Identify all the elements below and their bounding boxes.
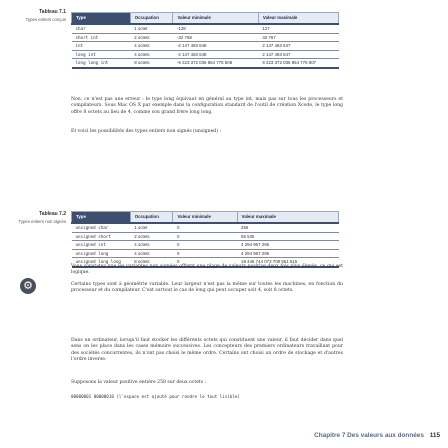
table-cell: 32 767 <box>258 33 338 42</box>
table-2-caption <box>8 212 66 224</box>
table-cell: 127 <box>258 24 338 33</box>
paragraph: Et voici les possibilités des types entiers non signés (unsigned) : <box>71 129 222 134</box>
table-cell: 8 octets <box>130 59 173 68</box>
table-row <box>72 50 339 59</box>
table-cell: unsigned int <box>72 241 131 250</box>
footer-chapter-title: Chapitre 7 Des valeurs aux données <box>314 432 424 439</box>
table-cell: 4 octets <box>130 42 173 51</box>
table-cell: unsigned short <box>72 232 131 241</box>
column-header: Valeur minimale <box>173 212 237 224</box>
table-cell: 2 octets <box>130 33 173 42</box>
table-cell: -32 768 <box>173 33 258 42</box>
page-footer <box>300 430 440 442</box>
table-cell: long int <box>72 50 131 59</box>
footer-page-number: 115 <box>429 432 440 439</box>
table-cell: 65 535 <box>237 232 338 241</box>
table-2-title: Types entiers non signés <box>18 218 66 224</box>
table-1 <box>71 12 339 69</box>
code-line: 00000001 00000010 (l'espace est ajouté pour rendre le tout lisible) <box>71 394 240 399</box>
table-cell: unsigned long long <box>72 258 131 267</box>
paragraph: Vous constatez que les variantes non signées offrent une plage de valeurs positive deux fois plus élevée, ce qui est logique. <box>71 264 343 276</box>
table-cell: 18 446 744 073 709 551 615 <box>237 258 338 267</box>
paragraph: Dans un ordinateur, lorsqu'il faut stocker les différents octets qui constituent une valeur, il faut décider dans quel sens on les place dans les cases mémoire successives. Les concepteurs des premiers ordinateurs travaillant pour des sociétés concurrentes, ils n'ont pas choisi le même ordre. Certains ont choisi un ordre de stockage et d'autres l'ordre inverse. <box>71 338 343 362</box>
table-row <box>72 223 339 232</box>
table-cell: 0 <box>173 223 237 232</box>
table-cell: 1 octet <box>130 24 173 33</box>
table-cell: -9 223 372 036 854 775 808 <box>173 59 258 68</box>
table-1-title: Types entiers conçus <box>25 16 66 22</box>
table-cell: short int <box>72 33 131 42</box>
column-header: Type <box>72 212 131 224</box>
table-row <box>72 42 339 51</box>
table-row <box>72 241 339 250</box>
note-paragraph: Certains types sont à géométrie variable. Leur largeur n'est pas la même sur toutes les machines, en fonction du processeur et du compilateur. C'est surtout le cas de long qui peut occuper soit 4, soit 8 octets. <box>71 282 343 294</box>
table-cell: 0 <box>173 249 237 258</box>
table-cell: 2 147 483 647 <box>258 42 338 51</box>
column-header: Valeur maximale <box>237 212 338 224</box>
table-cell: 2 octets <box>130 232 173 241</box>
column-header: Occupation <box>130 212 173 224</box>
table-1-number: Tableau 7.1 <box>39 9 66 15</box>
table-cell: 255 <box>237 223 338 232</box>
table-cell: -2 147 483 648 <box>173 50 258 59</box>
table-cell: unsigned char <box>72 223 131 232</box>
table-cell: 4 octets <box>130 50 173 59</box>
table-cell: 2 147 483 647 <box>258 50 338 59</box>
table-cell: unsigned long <box>72 249 131 258</box>
note-icon: ⚙ <box>20 278 36 294</box>
table-cell: 0 <box>173 258 237 267</box>
table-cell: 4 294 967 295 <box>237 241 338 250</box>
table-cell: 1 octet <box>130 223 173 232</box>
table-cell: -2 147 483 648 <box>173 42 258 51</box>
table-cell: 0 <box>173 241 237 250</box>
column-header: Type <box>72 13 131 25</box>
table-row <box>72 24 339 33</box>
table-cell: 8 octets <box>130 258 173 267</box>
table-row <box>72 232 339 241</box>
table-cell: -128 <box>173 24 258 33</box>
table-cell: 4 294 967 295 <box>237 249 338 258</box>
table-2-header-row <box>72 212 339 224</box>
table-1-caption <box>8 10 66 22</box>
table-2-number: Tableau 7.2 <box>39 211 66 217</box>
table-cell: long long int <box>72 59 131 68</box>
column-header: Valeur maximale <box>258 13 338 25</box>
table-cell: int <box>72 42 131 51</box>
table-cell: 9 223 372 036 854 775 807 <box>258 59 338 68</box>
table-cell: 4 octets <box>130 241 173 250</box>
table-cell: 0 <box>173 232 237 241</box>
column-header: Valeur minimale <box>173 13 258 25</box>
column-header: Occupation <box>130 13 173 25</box>
table-1-header-row <box>72 13 339 25</box>
table-cell: char <box>72 24 131 33</box>
table-row <box>72 249 339 258</box>
paragraph: Non, ce n'est pas une erreur : le type long équivaut en général au type int, mais pas sur tous les processeurs et compilateurs. Sous Mac OS X par exemple dans la configuration standard de l'outil de création Xcode, le type long offre 8 octets au lieu de 4, comme son grand frère long long. <box>71 97 343 115</box>
paragraph: Supposons la valeur positive entière 258 sur deux octets : <box>71 380 207 385</box>
table-cell: 4 octets <box>130 249 173 258</box>
table-row <box>72 33 339 42</box>
table-2 <box>71 211 339 268</box>
table-row <box>72 59 339 68</box>
